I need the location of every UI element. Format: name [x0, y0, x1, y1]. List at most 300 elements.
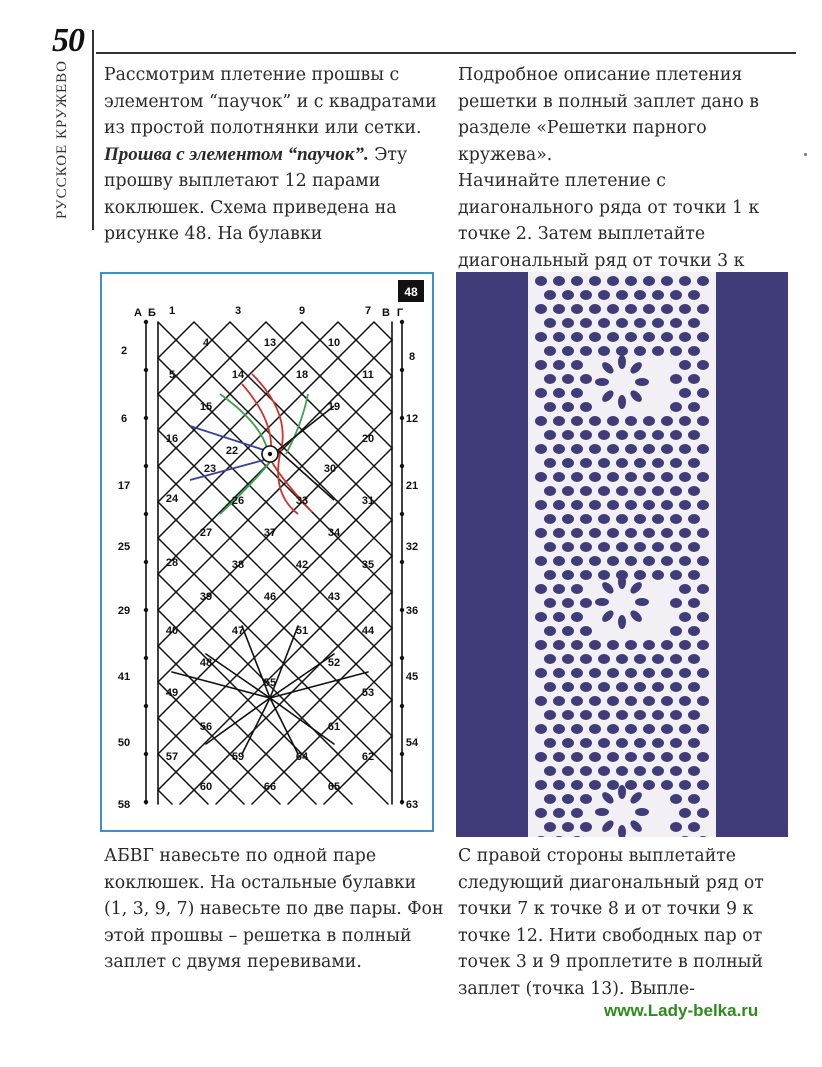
point-label-30: 30	[323, 463, 337, 475]
point-label-8: 8	[408, 351, 416, 363]
mesh-hole	[589, 640, 601, 650]
mesh-hole	[679, 696, 691, 706]
point-label-63: 63	[405, 799, 419, 811]
mesh-hole	[553, 696, 565, 706]
spider-petal	[618, 395, 626, 409]
mesh-hole	[670, 346, 682, 356]
pin-dot	[400, 560, 404, 564]
mesh-hole	[643, 640, 655, 650]
mesh-hole	[679, 388, 691, 398]
mesh-hole	[571, 612, 583, 622]
mesh-hole	[598, 346, 610, 356]
mesh-hole	[652, 318, 664, 328]
mesh-hole	[535, 752, 547, 762]
mesh-hole	[580, 346, 592, 356]
mesh-hole	[697, 500, 709, 510]
left-bottom-text: АБВГ навесьте по одной паре коклюшек. На остальные булавки (1, 3, 9, 7) навесьте по две пары. Фон этой прошвы – решетка в полный заплет с двумя перевивами.	[104, 846, 444, 972]
mesh-hole	[679, 332, 691, 342]
mesh-hole	[652, 654, 664, 664]
mesh-hole	[679, 752, 691, 762]
point-label-25: 25	[117, 541, 131, 553]
mesh-hole	[553, 388, 565, 398]
lattice-line	[158, 646, 316, 804]
mesh-hole	[580, 654, 592, 664]
mesh-hole	[625, 332, 637, 342]
mesh-hole	[589, 416, 601, 426]
mesh-hole	[634, 514, 646, 524]
mesh-hole	[571, 668, 583, 678]
mesh-hole	[697, 444, 709, 454]
mesh-hole	[688, 682, 700, 692]
mesh-hole	[643, 752, 655, 762]
mesh-hole	[697, 696, 709, 706]
mesh-hole	[562, 654, 574, 664]
mesh-hole	[625, 556, 637, 566]
point-label-14: 14	[231, 369, 245, 381]
mesh-hole	[571, 276, 583, 286]
pin-dot	[400, 704, 404, 708]
mesh-hole	[688, 654, 700, 664]
mesh-hole	[553, 556, 565, 566]
mesh-hole	[679, 724, 691, 734]
mesh-hole	[607, 668, 619, 678]
mesh-hole	[661, 696, 673, 706]
mesh-hole	[598, 654, 610, 664]
mesh-hole	[589, 556, 601, 566]
mesh-hole	[625, 500, 637, 510]
diagram-svg	[102, 274, 432, 830]
mesh-hole	[643, 724, 655, 734]
mesh-hole	[688, 486, 700, 496]
mesh-hole	[697, 752, 709, 762]
point-label-7: 7	[364, 305, 372, 317]
pin-dot	[144, 704, 148, 708]
mesh-hole	[607, 416, 619, 426]
point-label-41: 41	[117, 671, 131, 683]
mesh-hole	[625, 444, 637, 454]
mesh-hole	[562, 710, 574, 720]
mesh-hole	[571, 724, 583, 734]
mesh-hole	[544, 710, 556, 720]
right-top-text	[458, 62, 798, 301]
mesh-hole	[643, 332, 655, 342]
point-label-9: 9	[298, 305, 306, 317]
mesh-hole	[688, 794, 700, 804]
mesh-hole	[697, 668, 709, 678]
mesh-hole	[670, 710, 682, 720]
mesh-hole	[544, 290, 556, 300]
point-label-16: 16	[165, 433, 179, 445]
mesh-hole	[580, 682, 592, 692]
mesh-hole	[589, 724, 601, 734]
mesh-hole	[562, 570, 574, 580]
column-letter-В: В	[382, 307, 390, 319]
mesh-hole	[625, 752, 637, 762]
mesh-hole	[688, 710, 700, 720]
mesh-hole	[580, 710, 592, 720]
point-label-3: 3	[234, 305, 242, 317]
lattice-line	[374, 322, 392, 340]
mesh-hole	[679, 780, 691, 790]
point-label-49: 49	[165, 687, 179, 699]
mesh-hole	[571, 752, 583, 762]
mesh-hole	[535, 528, 547, 538]
lattice-line	[158, 466, 392, 700]
mesh-hole	[580, 738, 592, 748]
mesh-hole	[589, 752, 601, 762]
mesh-hole	[544, 598, 556, 608]
mesh-hole	[544, 514, 556, 524]
mesh-hole	[616, 318, 628, 328]
spider-petal	[618, 355, 626, 369]
point-label-4: 4	[202, 337, 210, 349]
mesh-hole	[670, 766, 682, 776]
mesh-hole	[670, 570, 682, 580]
mesh-hole	[616, 766, 628, 776]
point-label-18: 18	[295, 369, 309, 381]
mesh-hole	[607, 276, 619, 286]
mesh-hole	[571, 780, 583, 790]
spider-petal	[618, 615, 626, 629]
mesh-hole	[688, 514, 700, 524]
mesh-hole	[643, 276, 655, 286]
mesh-hole	[535, 276, 547, 286]
mesh-hole	[535, 360, 547, 370]
mesh-hole	[661, 780, 673, 790]
mesh-hole	[652, 486, 664, 496]
mesh-hole	[580, 486, 592, 496]
mesh-hole	[598, 766, 610, 776]
point-label-33: 33	[295, 495, 309, 507]
mesh-hole	[562, 738, 574, 748]
point-label-13: 13	[263, 337, 277, 349]
mesh-hole	[634, 570, 646, 580]
mesh-hole	[607, 528, 619, 538]
right-top-paragraph-2: Начинайте плетение с диагонального ряда от точки 1 к точке 2. Затем выплетайте диагональный ряд от точки 3 к	[458, 171, 760, 271]
point-label-61: 61	[327, 721, 341, 733]
mesh-hole	[580, 598, 592, 608]
mesh-hole	[598, 430, 610, 440]
point-label-52: 52	[327, 657, 341, 669]
point-label-47: 47	[231, 625, 245, 637]
mesh-hole	[580, 318, 592, 328]
point-label-29: 29	[117, 605, 131, 617]
point-label-15: 15	[199, 401, 213, 413]
spider-petal	[595, 598, 609, 606]
mesh-hole	[625, 696, 637, 706]
mesh-hole	[652, 682, 664, 692]
mesh-hole	[616, 486, 628, 496]
mesh-hole	[652, 514, 664, 524]
mesh-hole	[634, 346, 646, 356]
mesh-hole	[544, 458, 556, 468]
mesh-hole	[553, 416, 565, 426]
lattice-line	[158, 790, 172, 804]
pin-dot	[144, 368, 148, 372]
mesh-hole	[589, 444, 601, 454]
mesh-hole	[562, 430, 574, 440]
mesh-hole	[562, 766, 574, 776]
mesh-hole	[562, 402, 574, 412]
mesh-hole	[544, 402, 556, 412]
point-label-44: 44	[361, 625, 375, 637]
mesh-hole	[688, 738, 700, 748]
mesh-hole	[562, 458, 574, 468]
pin-dot	[400, 800, 404, 804]
mesh-hole	[535, 556, 547, 566]
mesh-hole	[661, 668, 673, 678]
mesh-hole	[607, 500, 619, 510]
mesh-hole	[634, 710, 646, 720]
mesh-hole	[661, 304, 673, 314]
mesh-hole	[634, 682, 646, 692]
mesh-hole	[688, 822, 700, 832]
mesh-hole	[670, 598, 682, 608]
mesh-hole	[652, 430, 664, 440]
mesh-hole	[544, 430, 556, 440]
vertical-rule	[92, 30, 94, 230]
mesh-hole	[562, 346, 574, 356]
mesh-hole	[652, 738, 664, 748]
point-label-24: 24	[165, 493, 179, 505]
mesh-hole	[535, 388, 547, 398]
mesh-hole	[580, 402, 592, 412]
mesh-hole	[553, 780, 565, 790]
mesh-hole	[571, 528, 583, 538]
mesh-hole	[553, 528, 565, 538]
mesh-hole	[571, 696, 583, 706]
spider-petal	[618, 785, 626, 799]
mesh-hole	[589, 304, 601, 314]
mesh-hole	[535, 808, 547, 818]
mesh-hole	[544, 346, 556, 356]
spider-petal	[635, 808, 649, 816]
mesh-hole	[589, 780, 601, 790]
pin-dot	[400, 368, 404, 372]
mesh-hole	[553, 668, 565, 678]
pin-dot	[144, 512, 148, 516]
mesh-hole	[697, 276, 709, 286]
mesh-hole	[544, 318, 556, 328]
mesh-hole	[544, 570, 556, 580]
mesh-hole	[670, 514, 682, 524]
spider-center-dot	[268, 452, 272, 456]
point-label-11: 11	[362, 369, 374, 381]
point-label-37: 37	[263, 527, 277, 539]
mesh-hole	[580, 822, 592, 832]
mesh-hole	[688, 626, 700, 636]
mesh-hole	[562, 626, 574, 636]
mesh-hole	[679, 304, 691, 314]
point-label-50: 50	[117, 737, 131, 749]
mesh-hole	[607, 640, 619, 650]
pin-dot	[144, 320, 148, 324]
mesh-hole	[688, 318, 700, 328]
mesh-hole	[580, 542, 592, 552]
point-label-54: 54	[405, 737, 419, 749]
mesh-hole	[553, 752, 565, 762]
mesh-hole	[679, 668, 691, 678]
mesh-hole	[607, 556, 619, 566]
mesh-hole	[580, 570, 592, 580]
mesh-hole	[652, 458, 664, 468]
mesh-hole	[670, 486, 682, 496]
mesh-hole	[571, 640, 583, 650]
point-label-62: 62	[361, 751, 375, 763]
mesh-hole	[553, 304, 565, 314]
mesh-hole	[643, 500, 655, 510]
mesh-hole	[697, 416, 709, 426]
mesh-hole	[607, 752, 619, 762]
mesh-hole	[544, 794, 556, 804]
mesh-hole	[535, 416, 547, 426]
mesh-hole	[616, 290, 628, 300]
mesh-hole	[571, 472, 583, 482]
mesh-hole	[598, 290, 610, 300]
spider-petal	[635, 378, 649, 386]
mesh-hole	[535, 332, 547, 342]
mesh-hole	[571, 808, 583, 818]
spider-center	[619, 599, 625, 605]
mesh-hole	[688, 542, 700, 552]
mesh-hole	[589, 332, 601, 342]
mesh-hole	[571, 360, 583, 370]
mesh-hole	[688, 290, 700, 300]
mesh-hole	[616, 738, 628, 748]
mesh-hole	[553, 332, 565, 342]
mesh-hole	[535, 584, 547, 594]
pin-dot	[144, 560, 148, 564]
point-label-10: 10	[327, 337, 341, 349]
mesh-hole	[625, 780, 637, 790]
point-label-23: 23	[203, 463, 217, 475]
mesh-hole	[535, 696, 547, 706]
mesh-hole	[562, 374, 574, 384]
point-label-64: 64	[295, 751, 309, 763]
pin-dot	[144, 608, 148, 612]
lattice-line	[158, 430, 392, 664]
mesh-hole	[553, 724, 565, 734]
mesh-hole	[679, 500, 691, 510]
point-label-39: 39	[199, 591, 213, 603]
running-title: РУССКОЕ КРУЖЕВО	[54, 60, 70, 220]
mesh-hole	[553, 808, 565, 818]
lattice-line	[230, 322, 392, 484]
mesh-hole	[535, 444, 547, 454]
mesh-hole	[679, 528, 691, 538]
mesh-hole	[598, 514, 610, 524]
point-label-31: 31	[361, 495, 375, 507]
pin-dot	[400, 608, 404, 612]
mesh-hole	[679, 444, 691, 454]
mesh-hole	[616, 710, 628, 720]
point-label-22: 22	[225, 445, 239, 457]
mesh-hole	[544, 374, 556, 384]
mesh-hole	[697, 304, 709, 314]
mesh-hole	[589, 500, 601, 510]
mesh-hole	[571, 332, 583, 342]
mesh-hole	[625, 668, 637, 678]
mesh-hole	[607, 696, 619, 706]
spider-petal	[618, 575, 626, 589]
mesh-hole	[553, 584, 565, 594]
mesh-hole	[679, 808, 691, 818]
point-label-46: 46	[263, 591, 277, 603]
lattice-line	[324, 736, 392, 804]
mesh-hole	[607, 724, 619, 734]
mesh-hole	[625, 640, 637, 650]
lattice-line	[158, 376, 392, 610]
point-label-65: 65	[327, 781, 341, 793]
spider-thread-red	[242, 384, 312, 512]
mesh-hole	[643, 528, 655, 538]
mesh-hole	[697, 472, 709, 482]
spider-petal	[595, 378, 609, 386]
mesh-hole	[562, 598, 574, 608]
mesh-hole	[544, 682, 556, 692]
header-rule	[96, 52, 796, 54]
mesh-hole	[544, 766, 556, 776]
mesh-hole	[607, 332, 619, 342]
mesh-hole	[589, 276, 601, 286]
mesh-hole	[598, 486, 610, 496]
mesh-hole	[625, 304, 637, 314]
mesh-hole	[625, 528, 637, 538]
mesh-hole	[598, 318, 610, 328]
point-label-12: 12	[405, 413, 419, 425]
mesh-hole	[562, 486, 574, 496]
mesh-hole	[661, 332, 673, 342]
mesh-hole	[643, 780, 655, 790]
mesh-hole	[571, 416, 583, 426]
mesh-hole	[670, 402, 682, 412]
mesh-hole	[535, 780, 547, 790]
mesh-hole	[571, 304, 583, 314]
mesh-hole	[535, 500, 547, 510]
lace-photo-svg	[456, 272, 788, 837]
point-label-19: 19	[327, 401, 341, 413]
mesh-hole	[580, 626, 592, 636]
mesh-hole	[688, 402, 700, 412]
lattice-line	[158, 322, 392, 556]
mesh-hole	[697, 528, 709, 538]
mesh-hole	[535, 640, 547, 650]
mesh-hole	[679, 472, 691, 482]
pin-dot	[144, 800, 148, 804]
point-label-43: 43	[327, 591, 341, 603]
mesh-hole	[553, 360, 565, 370]
point-label-56: 56	[199, 721, 213, 733]
mesh-hole	[553, 444, 565, 454]
mesh-hole	[544, 626, 556, 636]
mesh-hole	[544, 654, 556, 664]
mesh-hole	[562, 318, 574, 328]
stray-dot	[804, 153, 807, 156]
mesh-hole	[679, 584, 691, 594]
mesh-hole	[535, 668, 547, 678]
pin-dot	[144, 656, 148, 660]
mesh-hole	[580, 458, 592, 468]
point-label-6: 6	[120, 413, 128, 425]
mesh-hole	[652, 710, 664, 720]
footer-link[interactable]: www.Lady-belka.ru	[604, 1001, 759, 1020]
mesh-hole	[652, 346, 664, 356]
mesh-hole	[562, 822, 574, 832]
star-thread	[242, 698, 270, 754]
mesh-hole	[598, 542, 610, 552]
lattice-line	[302, 322, 392, 412]
mesh-hole	[661, 416, 673, 426]
